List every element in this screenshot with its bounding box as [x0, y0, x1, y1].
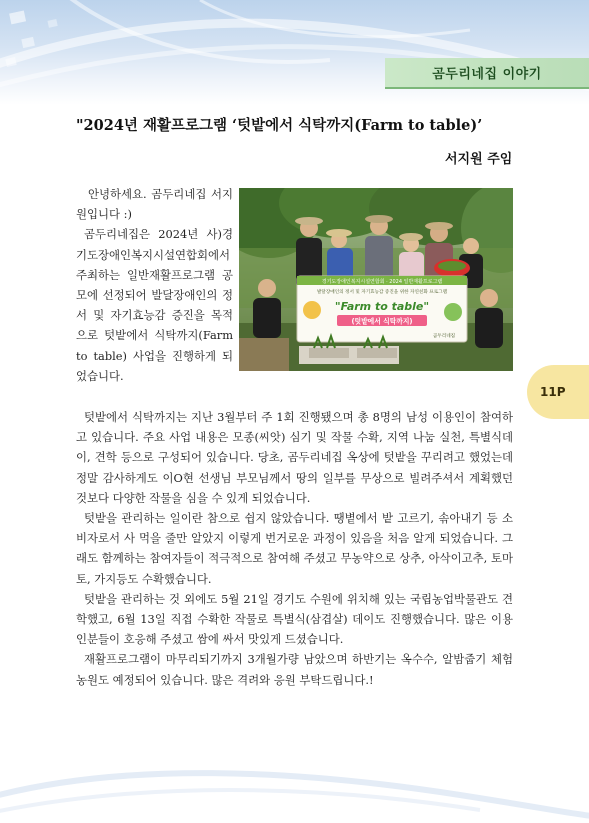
article-author: 서지원 주임 [445, 152, 513, 167]
body-paragraph: 텃밭에서 식탁까지는 지난 3월부터 주 1회 진행됐으며 총 8명의 남성 이용인이 참여하고 있습니다. 주요 사업 내용은 모종(씨앗) 심기 및 작물 수확, 지역 나눔 실천, 특별식데이, 견학 등으로 구성되어 있습니다. 당초, 곰두리네집 옥상에 텃밭을 꾸리려고 했었는데 정말 감사하게도 이O현 선생님 부모님께서 땅의 일부를 무상으로 빌려주셔서 계획했던 것보다 다양한 작물을 심을 수 있게 되었습니다. [76, 410, 513, 505]
banner-line-text: 발달장애인의 정서 및 자기효능감 증진을 위한 자연친화 프로그램 [316, 290, 448, 295]
body-paragraph: 재활프로그램이 마무리되기까지 3개월가량 남았으며 하반기는 옥수수, 알밤줍기 체험농원도 예정되어 있습니다. 많은 격려와 응원 부탁드립니다.! [76, 652, 513, 687]
intro-paragraph: 곰두리네집은 2024년 사)경기도장애인복지시설연합회에서 주최하는 일반재활프로그램 공모에 선정되어 발달장애인의 정서 및 자기효능감 증진을 목적으로 텃밭에서 식탁까지(Farm to table) 사업을 진행하게 되었습니다. [76, 227, 233, 383]
program-photo-illustration [239, 188, 513, 371]
article-body [76, 407, 513, 690]
article-title: "2024년 재활프로그램 ‘텃밭에서 식탁까지(Farm to table)’ [76, 117, 483, 134]
banner-footer-text: 곰두리네집 [432, 334, 456, 339]
section-label: 곰두리네집 이야기 [385, 58, 589, 89]
banner-title-text: "Farm to table" [334, 300, 430, 313]
banner-top-text: 경기도장애인복지시설연합회 · 2024 일반재활프로그램 [321, 279, 443, 285]
header-swirl-decoration [0, 0, 589, 110]
body-paragraph: 텃밭을 관리하는 것 외에도 5월 21일 경기도 수원에 위치해 있는 국립농업박물관도 견학했고, 6월 13일 직접 수확한 작물로 특별식(삼겹살) 데이도 진행했습니다. 많은 이용인분들이 호응해 주셨고 쌈에 싸서 맛있게 드셨습니다. [76, 591, 513, 647]
intro-paragraph: 안녕하세요. 곰두리네집 서지원입니다 :) [76, 187, 233, 222]
footer-swirl-decoration [0, 740, 589, 823]
page-number-tab: 11P [527, 365, 589, 419]
banner-subtitle-text: (텃밭에서 식탁까지) [351, 317, 413, 326]
program-photo [239, 188, 513, 371]
body-paragraph: 텃밭을 관리하는 일이란 참으로 쉽지 않았습니다. 땡볕에서 밭 고르기, 솎아내기 등 소비자로서 사 먹을 줄만 알았지 이렇게 번거로운 과정이 있음을 처음 알게 되었습니다. 그래도 함께하는 참여자들이 적극적으로 참여해 주셨고 무농약으로 상추, 아삭이고추, 토마토, 가지등도 수확했습니다. [76, 511, 513, 586]
intro-text [76, 184, 233, 386]
